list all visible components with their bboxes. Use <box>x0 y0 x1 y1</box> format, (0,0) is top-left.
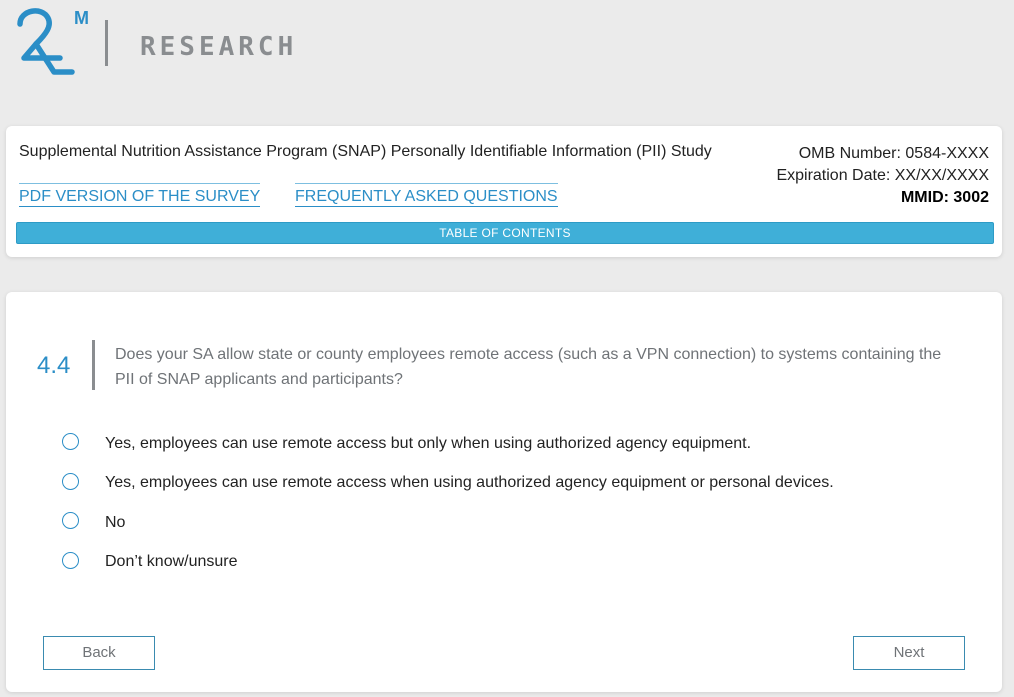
question-card <box>6 292 1002 692</box>
option-remote-authorized-only[interactable] <box>62 424 834 464</box>
option-label: Yes, employees can use remote access when using authorized agency equipment or personal devices. <box>105 474 834 492</box>
question-text: Does your SA allow state or county employees remote access (such as a VPN connection) to systems containing the PII of SNAP applicants and participants? <box>115 346 942 388</box>
question-number: 4.4 <box>37 352 71 379</box>
logo <box>14 4 304 78</box>
question-divider <box>92 340 95 390</box>
option-label: No <box>105 513 126 531</box>
radio-button[interactable] <box>62 473 79 490</box>
table-of-contents-button[interactable]: TABLE OF CONTENTS <box>16 222 994 244</box>
logo-wordmark: RESEARCH <box>140 32 298 62</box>
option-label: Yes, employees can use remote access but only when using authorized agency equipment. <box>105 434 752 452</box>
option-label: Don’t know/unsure <box>105 553 238 571</box>
answer-options <box>62 424 834 582</box>
radio-button[interactable] <box>62 512 79 529</box>
pdf-version-link[interactable]: PDF VERSION OF THE SURVEY <box>19 183 260 207</box>
back-button[interactable]: Back <box>43 636 155 670</box>
faq-link[interactable]: FREQUENTLY ASKED QUESTIONS <box>295 183 558 207</box>
next-button[interactable]: Next <box>853 636 965 670</box>
option-dont-know[interactable] <box>62 543 834 583</box>
header-card <box>6 126 1002 257</box>
study-title: Supplemental Nutrition Assistance Program (SNAP) Personally Identifiable Information (PII) Study <box>19 143 712 160</box>
option-no[interactable] <box>62 503 834 543</box>
omb-number: OMB Number: 0584-XXXX <box>798 145 989 162</box>
radio-button[interactable] <box>62 552 79 569</box>
option-remote-authorized-or-personal[interactable] <box>62 464 834 504</box>
mmid: MMID: 3002 <box>900 189 989 206</box>
radio-button[interactable] <box>62 433 79 450</box>
expiration-date: Expiration Date: XX/XX/XXXX <box>776 167 989 184</box>
2m-logo-mark-icon <box>14 4 124 78</box>
omb-info <box>776 143 989 209</box>
logo-superscript: M <box>74 8 89 28</box>
